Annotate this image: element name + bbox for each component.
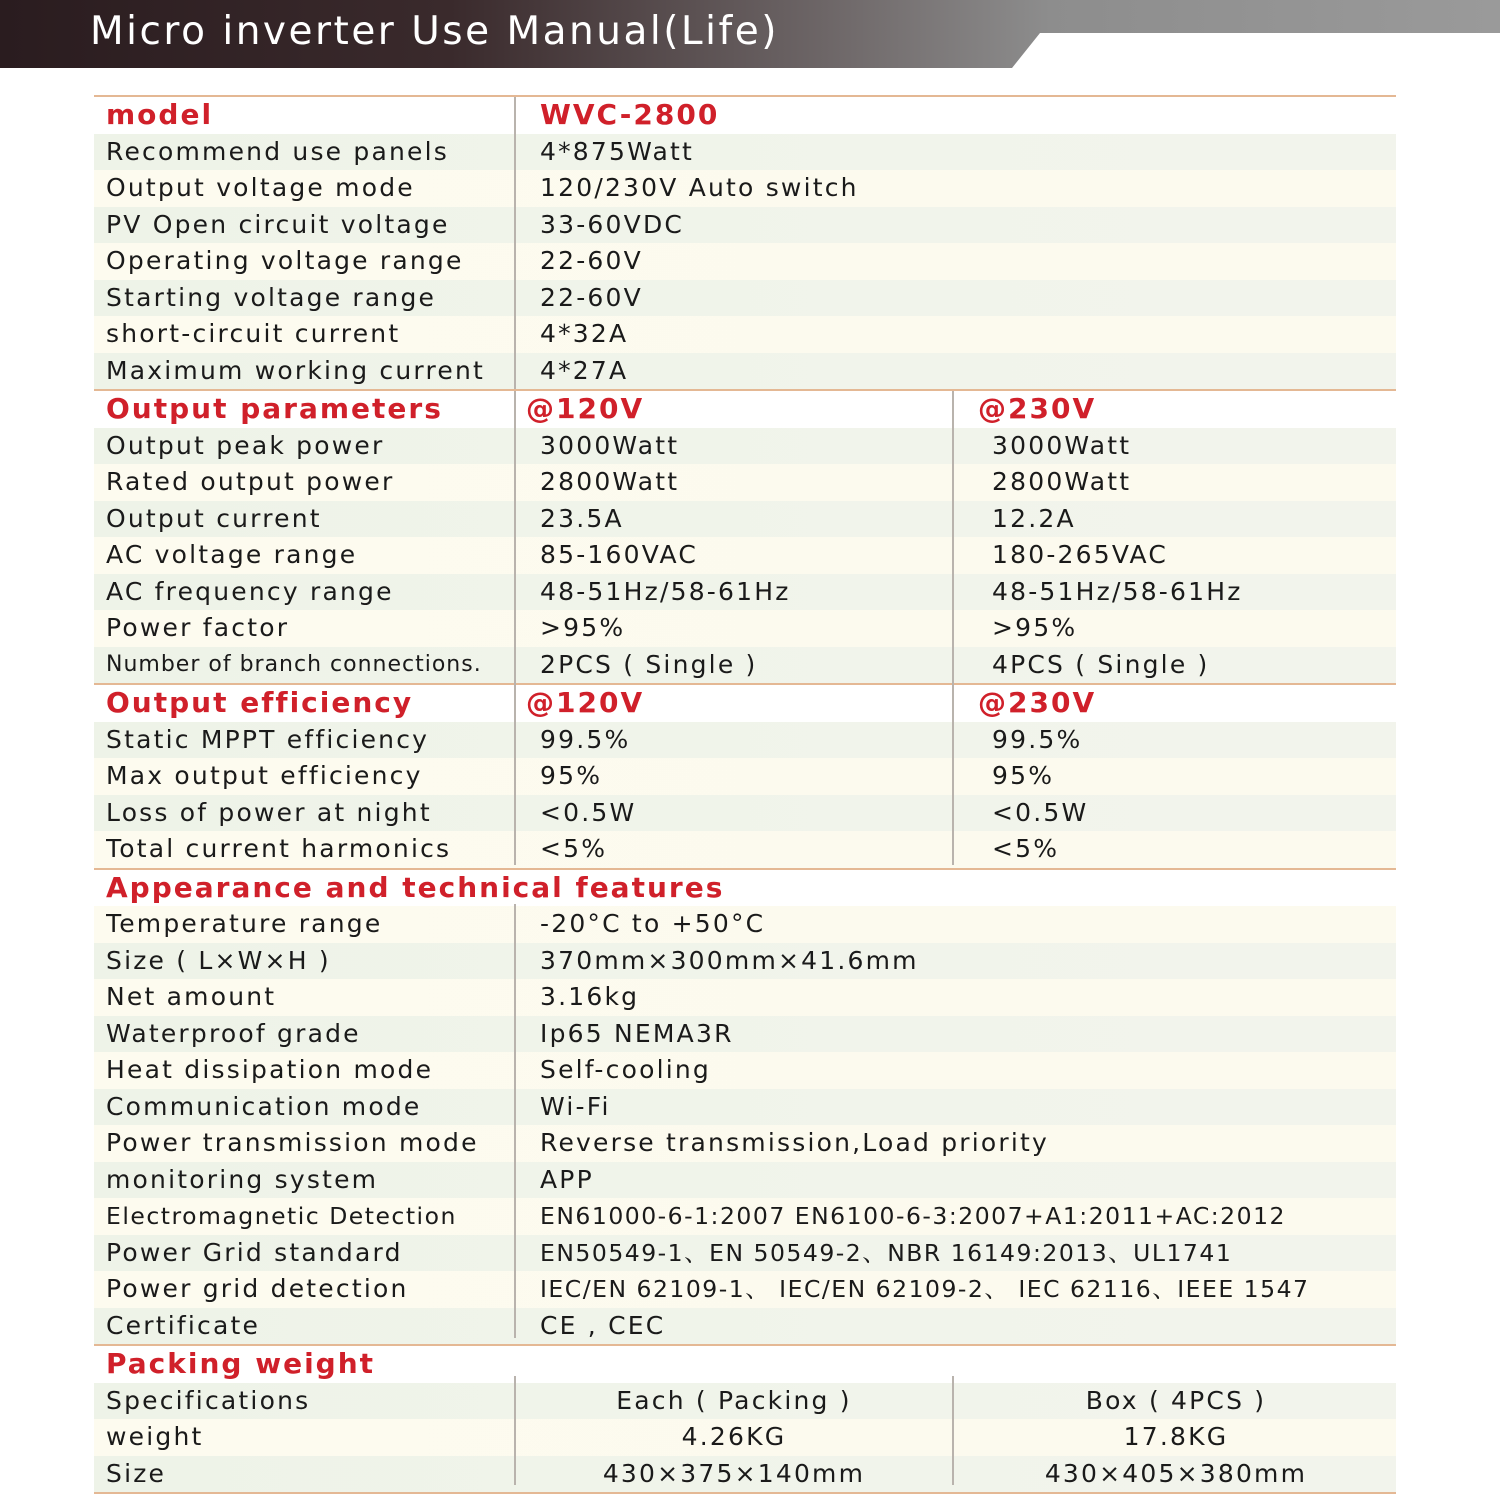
spec-label: Power transmission mode bbox=[106, 1128, 479, 1157]
spec-row bbox=[94, 574, 1396, 611]
spec-row bbox=[94, 979, 1396, 1016]
spec-row bbox=[94, 1308, 1396, 1347]
spec-row bbox=[94, 1052, 1396, 1089]
appearance-label: Appearance and technical features bbox=[106, 870, 725, 904]
spec-label: Number of branch connections. bbox=[106, 651, 482, 677]
spec-label: Max output efficiency bbox=[106, 761, 423, 790]
value-230v: <5% bbox=[992, 834, 1060, 863]
spec-row bbox=[94, 537, 1396, 574]
spec-row bbox=[94, 316, 1396, 353]
spec-label: Communication mode bbox=[106, 1091, 422, 1121]
spec-label: Recommend use panels bbox=[106, 136, 449, 166]
spec-row bbox=[94, 831, 1396, 870]
spec-label: Size ( L×W×H ) bbox=[106, 945, 331, 975]
spec-value: Ip65 NEMA3R bbox=[540, 1018, 734, 1048]
spec-label: Loss of power at night bbox=[106, 797, 432, 827]
spec-label: monitoring system bbox=[106, 1164, 379, 1194]
packing-header-row bbox=[94, 1346, 1396, 1383]
value-120v: >95% bbox=[540, 613, 626, 642]
appearance-header-row bbox=[94, 870, 1396, 907]
spec-value: 33-60VDC bbox=[540, 209, 685, 239]
model-label: model bbox=[106, 98, 214, 131]
spec-label: Power factor bbox=[106, 613, 290, 642]
spec-row bbox=[94, 943, 1396, 980]
spec-label: Operating voltage range bbox=[106, 246, 464, 275]
spec-row bbox=[94, 1016, 1396, 1053]
spec-value: Reverse transmission,Load priority bbox=[540, 1128, 1050, 1157]
spec-row bbox=[94, 1125, 1396, 1162]
value-230v: 95% bbox=[992, 761, 1055, 790]
box-value: 17.8KG bbox=[1123, 1422, 1229, 1451]
spec-label: Net amount bbox=[106, 982, 277, 1011]
page-title: Micro inverter Use Manual(Life) bbox=[90, 9, 779, 54]
spec-row bbox=[94, 170, 1396, 207]
spec-label: AC voltage range bbox=[106, 540, 358, 569]
spec-label: short-circuit current bbox=[106, 319, 401, 348]
spec-value: -20°C to +50°C bbox=[540, 909, 766, 938]
spec-row bbox=[94, 134, 1396, 171]
spec-value: 120/230V Auto switch bbox=[540, 173, 859, 202]
value-230v: 12.2A bbox=[992, 503, 1076, 533]
spec-row bbox=[94, 207, 1396, 244]
spec-value: IEC/EN 62109-1、 IEC/EN 62109-2、 IEC 62116、IEEE 1547 bbox=[540, 1275, 1310, 1303]
box-value: 430×405×380mm bbox=[1044, 1458, 1308, 1488]
spec-label: Power grid detection bbox=[106, 1274, 409, 1303]
spec-row bbox=[94, 610, 1396, 647]
spec-value: 4*32A bbox=[540, 319, 629, 348]
column-divider bbox=[514, 391, 516, 865]
spec-value: CE , CEC bbox=[540, 1310, 666, 1340]
column-divider bbox=[952, 391, 954, 865]
value-120v: 2PCS ( Single ) bbox=[540, 649, 758, 679]
spec-label: Size bbox=[106, 1458, 167, 1488]
value-120v: <0.5W bbox=[540, 797, 637, 827]
value-120v: 99.5% bbox=[540, 724, 631, 754]
spec-label: PV Open circuit voltage bbox=[106, 209, 450, 239]
value-230v: 99.5% bbox=[992, 724, 1083, 754]
spec-row bbox=[94, 464, 1396, 501]
spec-row bbox=[94, 1235, 1396, 1272]
spec-row bbox=[94, 280, 1396, 317]
spec-value: EN50549-1、EN 50549-2、NBR 16149:2013、UL1741 bbox=[540, 1238, 1233, 1267]
spec-value: 4*875Watt bbox=[540, 136, 694, 166]
spec-row bbox=[94, 353, 1396, 392]
each-value: 430×375×140mm bbox=[602, 1458, 866, 1488]
spec-value: 370mm×300mm×41.6mm bbox=[540, 945, 919, 975]
spec-label: Output peak power bbox=[106, 430, 385, 460]
col-230v-header: @230V bbox=[978, 392, 1097, 425]
spec-row bbox=[94, 1089, 1396, 1126]
spec-value: EN61000-6-1:2007 EN6100-6-3:2007+A1:2011+AC:2012 bbox=[540, 1202, 1286, 1230]
box-value: Box ( 4PCS ) bbox=[1085, 1385, 1267, 1415]
column-divider bbox=[952, 1376, 954, 1485]
spec-label: Temperature range bbox=[106, 909, 383, 938]
output-efficiency-header-row bbox=[94, 685, 1396, 722]
output-efficiency-label: Output efficiency bbox=[106, 686, 414, 719]
output-parameters-label: Output parameters bbox=[106, 392, 443, 425]
column-divider bbox=[514, 1376, 516, 1485]
value-120v: 2800Watt bbox=[540, 467, 680, 496]
value-120v: 23.5A bbox=[540, 503, 624, 533]
spec-value: Self-cooling bbox=[540, 1055, 711, 1084]
column-divider bbox=[514, 904, 516, 1338]
col-120v-header: @120V bbox=[526, 392, 645, 425]
value-230v: 48-51Hz/58-61Hz bbox=[992, 576, 1243, 606]
value-230v: 180-265VAC bbox=[992, 540, 1169, 569]
packing-label: Packing weight bbox=[106, 1347, 376, 1380]
spec-value: 22-60V bbox=[540, 282, 643, 312]
value-120v: <5% bbox=[540, 834, 608, 863]
spec-row bbox=[94, 1419, 1396, 1456]
spec-label: Output current bbox=[106, 503, 322, 533]
each-value: 4.26KG bbox=[681, 1422, 787, 1451]
spec-row bbox=[94, 647, 1396, 686]
each-value: Each ( Packing ) bbox=[616, 1385, 852, 1415]
spec-row bbox=[94, 501, 1396, 538]
spec-row bbox=[94, 243, 1396, 280]
spec-row bbox=[94, 1383, 1396, 1420]
value-230v: 3000Watt bbox=[992, 430, 1132, 460]
spec-row bbox=[94, 1162, 1396, 1199]
spec-label: Certificate bbox=[106, 1310, 261, 1340]
spec-label: Static MPPT efficiency bbox=[106, 724, 430, 754]
spec-label: Electromagnetic Detection bbox=[106, 1202, 457, 1230]
spec-row bbox=[94, 1456, 1396, 1495]
spec-value: 3.16kg bbox=[540, 982, 640, 1011]
spec-row bbox=[94, 906, 1396, 943]
spec-label: weight bbox=[106, 1422, 204, 1451]
col-120v-header: @120V bbox=[526, 686, 645, 719]
model-value: WVC-2800 bbox=[540, 98, 720, 131]
value-120v: 85-160VAC bbox=[540, 540, 698, 569]
spec-label: Power Grid standard bbox=[106, 1237, 403, 1267]
spec-label: Specifications bbox=[106, 1385, 311, 1415]
spec-label: AC frequency range bbox=[106, 576, 394, 606]
value-230v: <0.5W bbox=[992, 797, 1089, 827]
spec-label: Maximum working current bbox=[106, 355, 486, 385]
col-230v-header: @230V bbox=[978, 686, 1097, 719]
value-230v: 4PCS ( Single ) bbox=[992, 649, 1210, 679]
model-header-row bbox=[94, 97, 1396, 134]
spec-row bbox=[94, 1271, 1396, 1308]
value-230v: >95% bbox=[992, 613, 1078, 642]
spec-row bbox=[94, 758, 1396, 795]
output-parameters-header-row bbox=[94, 391, 1396, 428]
spec-value: 4*27A bbox=[540, 355, 629, 385]
value-230v: 2800Watt bbox=[992, 467, 1132, 496]
spec-row bbox=[94, 795, 1396, 832]
spec-label: Heat dissipation mode bbox=[106, 1055, 434, 1084]
spec-sheet bbox=[94, 95, 1396, 1494]
spec-row bbox=[94, 1198, 1396, 1235]
spec-row bbox=[94, 428, 1396, 465]
value-120v: 3000Watt bbox=[540, 430, 680, 460]
spec-value: APP bbox=[540, 1164, 594, 1194]
spec-label: Starting voltage range bbox=[106, 282, 437, 312]
column-divider bbox=[514, 97, 516, 389]
spec-label: Total current harmonics bbox=[106, 834, 452, 863]
spec-value: 22-60V bbox=[540, 246, 643, 275]
spec-value: Wi-Fi bbox=[540, 1091, 611, 1121]
spec-label: Waterproof grade bbox=[106, 1018, 361, 1048]
spec-row bbox=[94, 722, 1396, 759]
value-120v: 48-51Hz/58-61Hz bbox=[540, 576, 791, 606]
spec-label: Output voltage mode bbox=[106, 173, 415, 202]
spec-label: Rated output power bbox=[106, 467, 395, 496]
value-120v: 95% bbox=[540, 761, 603, 790]
